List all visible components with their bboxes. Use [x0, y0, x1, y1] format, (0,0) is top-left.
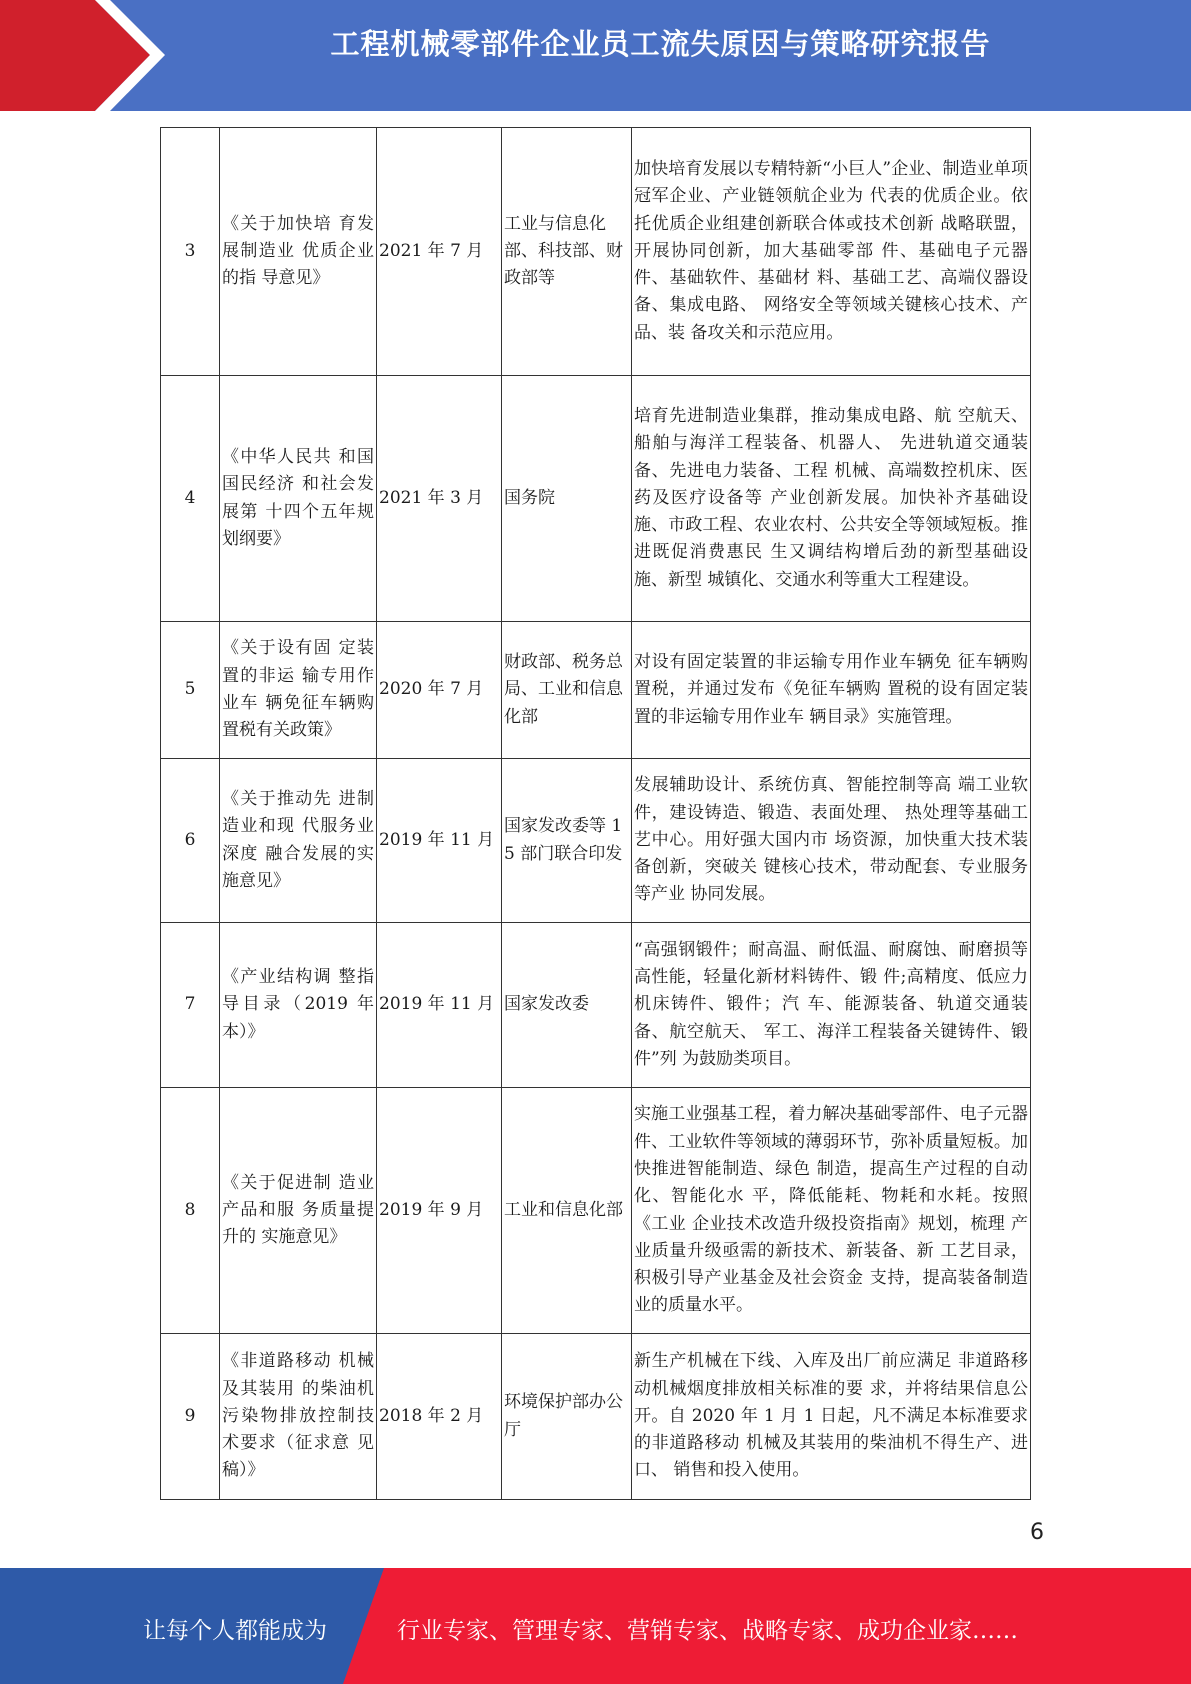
footer-slogan-left: 让每个人都能成为: [143, 1618, 327, 1644]
row-index: 5: [161, 622, 220, 759]
issue-date: 2019 年 11 月: [377, 759, 502, 923]
page-footer: [0, 1568, 1191, 1684]
table-row: [161, 128, 1031, 376]
issuing-department: 国家发改委等 15 部门联合印发: [502, 759, 632, 923]
issuing-department: 国家发改委: [502, 923, 632, 1088]
policy-title: 《关于推动先 进制造业和现 代服务业深度 融合发展的实 施意见》: [220, 759, 377, 923]
table-row: [161, 759, 1031, 923]
issue-date: 2019 年 9 月: [377, 1088, 502, 1334]
row-index: 8: [161, 1088, 220, 1334]
issuing-department: 工业和信息化部: [502, 1088, 632, 1334]
issue-date: 2019 年 11 月: [377, 923, 502, 1088]
policy-content: 新生产机械在下线、入库及出厂前应满足 非道路移动机械烟度排放相关标准的要 求，并将结果信息公开。自 2020 年 1 月 1 日起，凡不满足本标准要求的非道路移动 机械及其装用的柴油机不得生产、进口、 销售和投入使用。: [632, 1334, 1031, 1500]
policy-title: 《关于加快培 育发展制造业 优质企业的指 导意见》: [220, 128, 377, 376]
issue-date: 2020 年 7 月: [377, 622, 502, 759]
policy-content: 培育先进制造业集群，推动集成电路、航 空航天、船舶与海洋工程装备、机器人、 先进轨道交通装备、先进电力装备、工程 机械、高端数控机床、医药及医疗设备等 产业创新发展。加快补齐基础设施、市政工程、农业农村、公共安全等领域短板。推进既促消费惠民 生又调结构增后劲的新型基础设施、新型 城镇化、交通水利等重大工程建设。: [632, 376, 1031, 622]
row-index: 4: [161, 376, 220, 622]
issue-date: 2021 年 7 月: [377, 128, 502, 376]
issuing-department: 财政部、税务总局、工业和信息化部: [502, 622, 632, 759]
policy-table: [160, 127, 1031, 1500]
policy-content: 发展辅助设计、系统仿真、智能控制等高 端工业软件，建设铸造、锻造、表面处理、 热处理等基础工艺中心。用好强大国内市 场资源，加快重大技术装备创新，突破关 键核心技术，带动配套、专业服务等产业 协同发展。: [632, 759, 1031, 923]
policy-content: 对设有固定装置的非运输专用作业车辆免 征车辆购置税，并通过发布《免征车辆购 置税的设有固定装置的非运输专用作业车 辆目录》实施管理。: [632, 622, 1031, 759]
table-row: [161, 1088, 1031, 1334]
footer-slogan-right: 行业专家、管理专家、营销专家、战略专家、成功企业家……: [397, 1618, 1018, 1644]
table-row: [161, 1334, 1031, 1500]
issuing-department: 工业与信息化部、科技部、财政部等: [502, 128, 632, 376]
policy-title: 《中华人民共 和国国民经济 和社会发展第 十四个五年规 划纲要》: [220, 376, 377, 622]
policy-content: 加快培育发展以专精特新“小巨人”企业、制造业单项冠军企业、产业链领航企业为 代表的优质企业。依托优质企业组建创新联合体或技术创新 战略联盟，开展协同创新，加大基础零部 件、基础电子元器件、基础软件、基础材 料、基础工艺、高端仪器设备、集成电路、 网络安全等领域关键核心技术、产品、装 备攻关和示范应用。: [632, 128, 1031, 376]
row-index: 9: [161, 1334, 220, 1500]
policy-title: 《关于促进制 造业产品和服 务质量提升的 实施意见》: [220, 1088, 377, 1334]
issue-date: 2018 年 2 月: [377, 1334, 502, 1500]
row-index: 3: [161, 128, 220, 376]
policy-title: 《非道路移动 机械及其装用 的柴油机污染物排放控制技 术要求（征求意 见稿）》: [220, 1334, 377, 1500]
page-number: 6: [1030, 1520, 1044, 1545]
issuing-department: 国务院: [502, 376, 632, 622]
policy-content: 实施工业强基工程，着力解决基础零部件、电子元器件、工业软件等领域的薄弱环节，弥补质量短板。加快推进智能制造、绿色 制造，提高生产过程的自动化、智能化水 平，降低能耗、物耗和水耗。按照《工业 企业技术改造升级投资指南》规划，梳理 产业质量升级亟需的新技术、新装备、新 工艺目录，积极引导产业基金及社会资金 支持，提高装备制造业的质量水平。: [632, 1088, 1031, 1334]
row-index: 7: [161, 923, 220, 1088]
issue-date: 2021 年 3 月: [377, 376, 502, 622]
policy-content: “高强钢锻件；耐高温、耐低温、耐腐蚀、耐磨损等高性能，轻量化新材料铸件、锻 件;高精度、低应力机床铸件、锻件；汽 车、能源装备、轨道交通装备、航空航天、 军工、海洋工程装备关键铸件、锻件”列 为鼓励类项目。: [632, 923, 1031, 1088]
report-title: 工程机械零部件企业员工流失原因与策略研究报告: [330, 27, 991, 61]
page-header: [0, 0, 1191, 111]
table-row: [161, 923, 1031, 1088]
policy-title: 《关于设有固 定装置的非运 输专用作业车 辆免征车辆购 置税有关政策》: [220, 622, 377, 759]
table-row: [161, 622, 1031, 759]
issuing-department: 环境保护部办公厅: [502, 1334, 632, 1500]
policy-title: 《产业结构调 整指导目录（2019 年本）》: [220, 923, 377, 1088]
row-index: 6: [161, 759, 220, 923]
table-row: [161, 376, 1031, 622]
